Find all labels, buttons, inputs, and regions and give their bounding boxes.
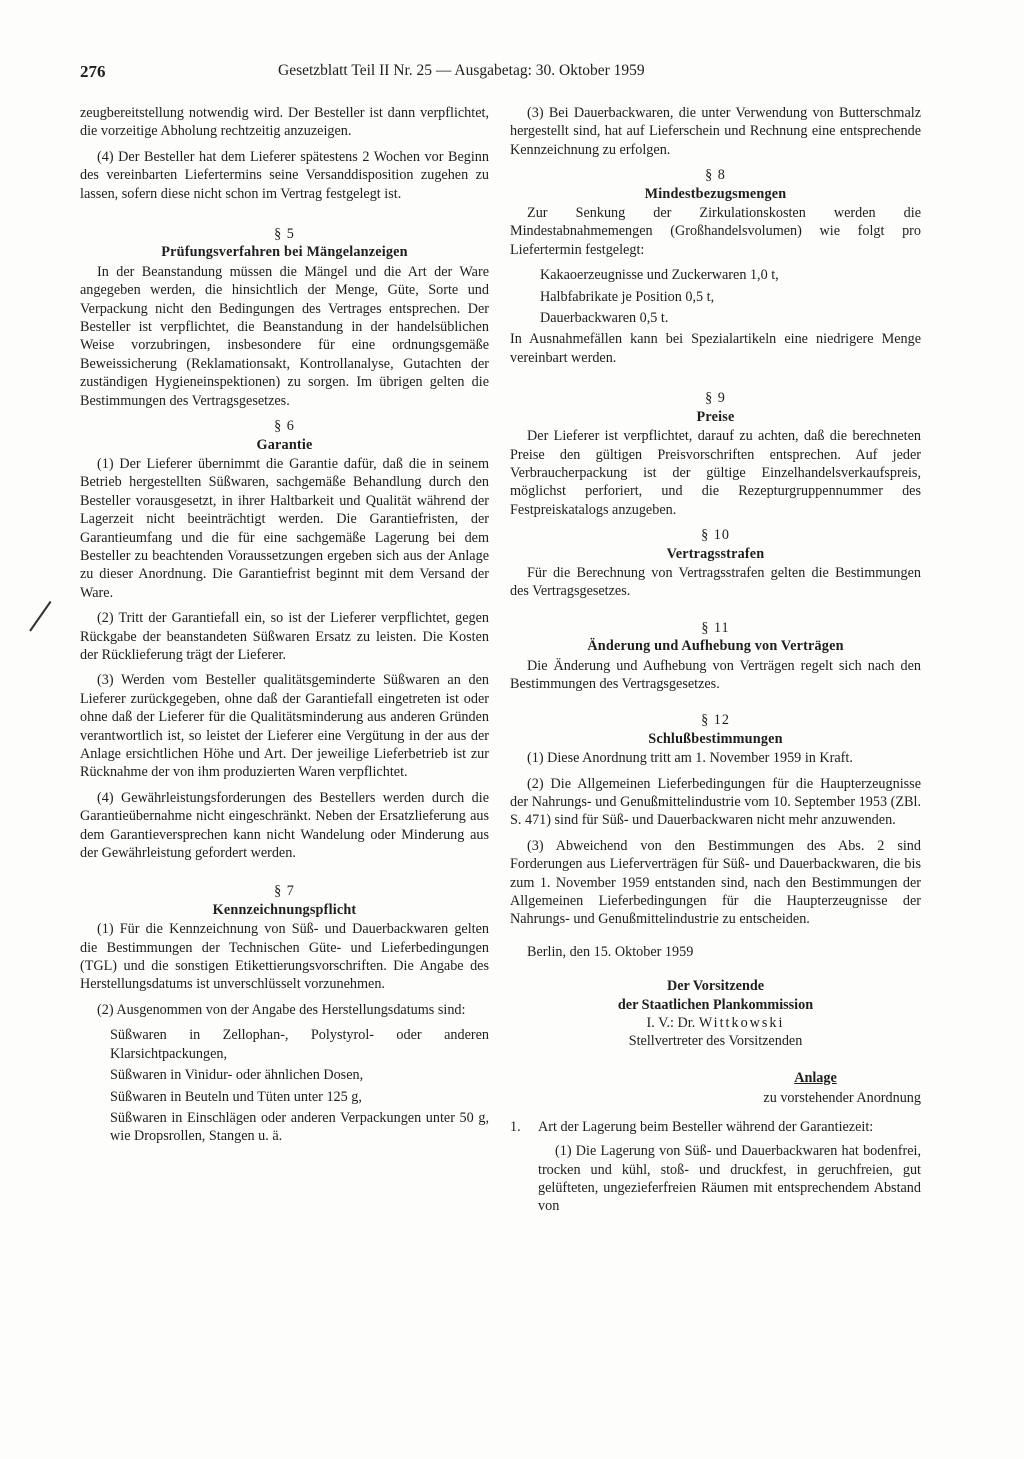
paragraph: (2) Tritt der Garantiefall ein, so ist der Lieferer verpflichtet, gegen Rückgabe der beanstandeten Süßwaren Ersatz zu leisten. Die Kosten der Rücklieferung trägt der Lieferer. — [80, 610, 489, 663]
annex-title: Anlage — [794, 1069, 837, 1086]
page-header — [80, 62, 925, 88]
list-item: Süßwaren in Zellophan-, Polystyrol- oder anderen Klarsichtpackungen, — [110, 1027, 489, 1062]
list-item: Süßwaren in Vinidur- oder ähnlichen Dosen, — [110, 1067, 364, 1084]
section-title: Schlußbestimmungen — [648, 730, 783, 747]
paragraph: (1) Der Lieferer übernimmt die Garantie dafür, daß die in seinem Betrieb hergestellten Süßwaren, sachgemäße Behandlung durch den Besteller vorausgesetzt, in ihrer Haltbarkeit und Qualität während der Lagerzeit nicht beeinträchtigt werden. Die Garantiefristen, der Garantieumfang und die für eine sachgemäße Lagerung bei dem Besteller zu beachtenden Voraussetzungen ergeben sich aus der Anlage zu dieser Anordnung. Die Garantiefrist beginnt mit dem Versand der Ware. — [80, 455, 489, 601]
signatory-name: Wittkowski — [698, 1015, 785, 1032]
running-title: Gesetzblatt Teil II Nr. 25 — Ausgabetag: 30. Oktober 1959 — [278, 62, 645, 79]
paragraph: (3) Bei Dauerbackwaren, die unter Verwendung von Butterschmalz hergestellt sind, hat auf Lieferschein und Rechnung eine entsprechende Kennzeichnung zu erfolgen. — [510, 105, 921, 158]
section-number: § 12 — [701, 712, 730, 729]
signature-role: Stellvertreter des Vorsitzenden — [628, 1033, 803, 1050]
paragraph: Die Änderung und Aufhebung von Verträgen regelt sich nach den Bestimmungen des Vertragsgesetzes. — [510, 657, 921, 692]
paragraph: (3) Abweichend von den Bestimmungen des Abs. 2 sind Forderungen aus Lieferverträgen für Süß- und Dauerbackwaren, die bis zum 1. November 1959 entstanden sind, nach den Bestimmungen der Allgemeinen Lieferbedingungen für die Haupterzeugnisse der Nahrungs- und Genußmittelindustrie zu entscheiden. — [510, 837, 921, 928]
paragraph: Zur Senkung der Zirkulationskosten werden die Mindestabnahmemengen (Großhandelsvolumen) wie folgt pro Liefertermin festgelegt: — [510, 205, 921, 258]
section-number: § 11 — [701, 619, 730, 636]
margin-pen-mark — [29, 601, 51, 632]
annex-item — [510, 1118, 921, 1136]
paragraph: zeugbereitstellung notwendig wird. Der Besteller ist dann verpflichtet, die vorzeitige Abholung rechtzeitig anzuzeigen. — [80, 105, 489, 140]
left-column — [80, 104, 489, 1149]
paragraph: (1) Die Lagerung von Süß- und Dauerbackwaren hat bodenfrei, trocken und kühl, stoß- und druckfest, in geruchfreien, gut gelüfteten, ungezieferfreien Räumen mit entsprechendem Abstand von — [538, 1143, 921, 1215]
list-item: Süßwaren in Beuteln und Tüten unter 125 g, — [110, 1088, 362, 1105]
list-item: Kakaoerzeugnisse und Zuckerwaren 1,0 t, — [540, 267, 779, 284]
paragraph: Der Lieferer ist verpflichtet, darauf zu achten, daß die berechneten Preise den gültigen Preisvorschriften entsprechen. Auf jeder Verbraucherpackung ist der gültige Einzelhandelsverkaufspreis, möglichst perforiert, und die Rezepturgruppennummer des Festpreiskatalogs anzugeben. — [510, 428, 921, 518]
section-title: Vertragsstrafen — [666, 545, 765, 562]
paragraph: (2) Ausgenommen von der Angabe des Herstellungsdatums sind: — [97, 1001, 466, 1018]
annex-item-text: Art der Lagerung beim Besteller während der Garantiezeit: — [538, 1118, 874, 1135]
list-item: Süßwaren in Einschlägen oder anderen Verpackungen unter 50 g, wie Dropsrollen, Stangen u. ä. — [110, 1109, 489, 1145]
section-number: § 8 — [705, 167, 726, 184]
signature-office: der Staatlichen Plankommission — [617, 996, 814, 1013]
paragraph: In Ausnahmefällen kann bei Spezialartikeln eine niedrigere Menge vereinbart werden. — [510, 331, 921, 366]
signature-name — [510, 1014, 921, 1032]
list-item: Halbfabrikate je Position 0,5 t, — [540, 288, 715, 305]
paragraph: (2) Die Allgemeinen Lieferbedingungen für die Haupterzeugnisse der Nahrungs- und Genußmittelindustrie vom 10. September 1953 (ZBl. S. 471) sind für Süß- und Dauerbackwaren nicht mehr anzuwenden. — [510, 775, 921, 829]
section-title: Preise — [696, 408, 735, 425]
paragraph: In der Beanstandung müssen die Mängel und die Art der Ware angegeben werden, die hinsichtlich der Menge, Güte, Sorte und Verpackung nicht den Bedingungen des Vertrages entsprechen. Der Besteller ist verpflichtet, die Beanstandung in der handelsüblichen Weise vorzubringen, insbesondere für eine ordnungsgemäße Beweissicherung (Reklamationsakt, Kontrollanalyse, Gutachten der zuständigen Hygieneinspektionen) zu sorgen. Im übrigen gelten die Bestimmungen des Vertragsgesetzes. — [80, 263, 489, 409]
annex-item-number: 1. — [510, 1118, 521, 1135]
annex-subtitle: zu vorstehender Anordnung — [763, 1090, 921, 1107]
section-number: § 6 — [274, 418, 295, 435]
section-number: § 10 — [701, 527, 730, 544]
paragraph: (4) Der Besteller hat dem Lieferer spätestens 2 Wochen vor Beginn des vereinbarten Liefertermins seine Versanddisposition zugehen zu lassen, sofern diese nicht schon im Vertrag festgelegt ist. — [80, 148, 489, 202]
date-line: Berlin, den 15. Oktober 1959 — [527, 943, 694, 960]
paragraph: (4) Gewährleistungsforderungen des Bestellers werden durch die Garantieübernahme nicht eingeschränkt. Neben der Ersatzlieferung aus dem Garantieversprechen kann nicht Wandelung oder Minderung aus der Gewährleistung gefordert werden. — [80, 789, 489, 862]
paragraph: (1) Für die Kennzeichnung von Süß- und Dauerbackwaren gelten die Bestimmungen der Technischen Güte- und Lieferbedingungen (TGL) und die sonstigen Etikettierungsvorschriften. Die Angabe des Herstellungsdatums ist unverschlüsselt vorzunehmen. — [80, 921, 489, 993]
page-number: 276 — [80, 62, 106, 81]
section-title: Prüfungsverfahren bei Mängelanzeigen — [161, 244, 408, 261]
section-title: Garantie — [256, 436, 313, 453]
paragraph: Für die Berechnung von Vertragsstrafen gelten die Bestimmungen des Vertragsgesetzes. — [510, 564, 921, 600]
section-title: Mindestbezugsmengen — [644, 185, 787, 202]
signature-prefix: I. V.: Dr. — [646, 1015, 699, 1032]
right-column — [510, 104, 921, 1223]
section-number: § 7 — [274, 883, 295, 900]
paragraph: (1) Diese Anordnung tritt am 1. November 1959 in Kraft. — [527, 750, 853, 767]
section-number: § 9 — [705, 390, 726, 407]
section-title: Änderung und Aufhebung von Verträgen — [587, 638, 844, 655]
section-number: § 5 — [274, 226, 295, 243]
paragraph: (3) Werden vom Besteller qualitätsgeminderte Süßwaren an den Lieferer zurückgegeben, ohne daß der Garantiefall eingetreten ist oder ohne daß der Lieferer für die Qualitätsminderung aus anderen Gründen verantwortlich ist, so leistet der Lieferer eine Vergütung in der aus der Anlage ersichtlichen Höhe und Art. Der jeweilige Lieferbetrieb ist zur Rücknahme der von ihm produzierten Waren verpflichtet. — [80, 672, 489, 781]
list-item: Dauerbackwaren 0,5 t. — [540, 310, 669, 327]
signature-title: Der Vorsitzende — [666, 978, 765, 995]
section-title: Kennzeichnungspflicht — [212, 901, 357, 918]
